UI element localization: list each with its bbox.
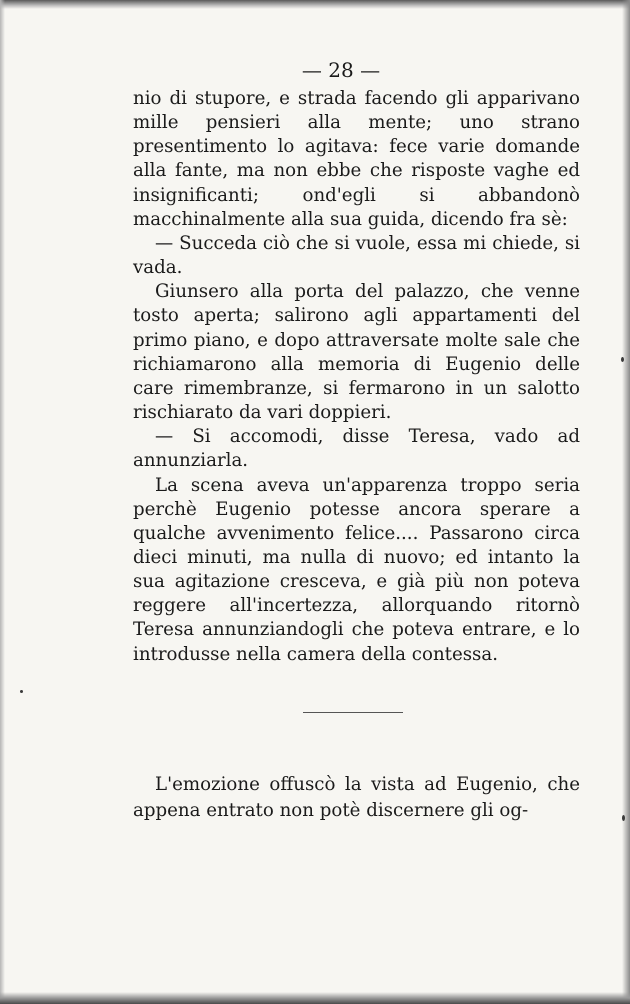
page-bottom-edge: [0, 992, 630, 1004]
page-top-edge: [0, 0, 630, 9]
section-separator: [303, 712, 403, 713]
paragraph-6: L'emozione offuscò la vista ad Eugenio, che appena entrato non potè discernere gli og-: [133, 774, 580, 821]
paragraph-5: La scena aveva un'apparenza troppo seria perchè Eugenio potesse ancora sperare a qualche avvenimento felice.... Passarono circa dieci minuti, ma nulla di nuovo; ed intanto la sua agitazione cresceva, e già più non poteva reggere all'incertezza, allorquando ritornò Teresa annunziandogli che poteva entrare, e lo introdusse nella camera della contessa.: [133, 474, 580, 665]
paragraph-2: — Succeda ciò che si vuole, essa mi chiede, si vada.: [133, 232, 580, 279]
page-left-edge: [0, 0, 5, 1004]
paragraph-4: — Si accomodi, disse Teresa, vado ad annunziarla.: [133, 426, 580, 472]
paragraph-1: nio di stupore, e strada facendo gli apparivano mille pensieri alla mente; uno strano presentimento lo agitava: fece varie domande alla fante, ma non ebbe che risposte vaghe ed insignificanti; ond'egli si abbandonò macchinalmente alla sua guida, dicendo fra sè:: [133, 88, 580, 230]
ink-spot: [621, 357, 624, 362]
paragraph-3: Giunsero alla porta del palazzo, che venne tosto aperta; salirono agli appartamenti del primo piano, e dopo attraversate molte sale che richiamarono alla memoria di Eugenio delle care rimembranze, si fermarono in un salotto rischiarato da vari doppieri.: [133, 281, 580, 424]
page-number: — 28 —: [301, 58, 381, 82]
second-section-text: [133, 772, 580, 824]
ink-spot: [20, 690, 23, 693]
page-right-edge: [622, 0, 630, 1004]
main-text-block: [133, 87, 580, 667]
ink-spot: [622, 815, 625, 821]
